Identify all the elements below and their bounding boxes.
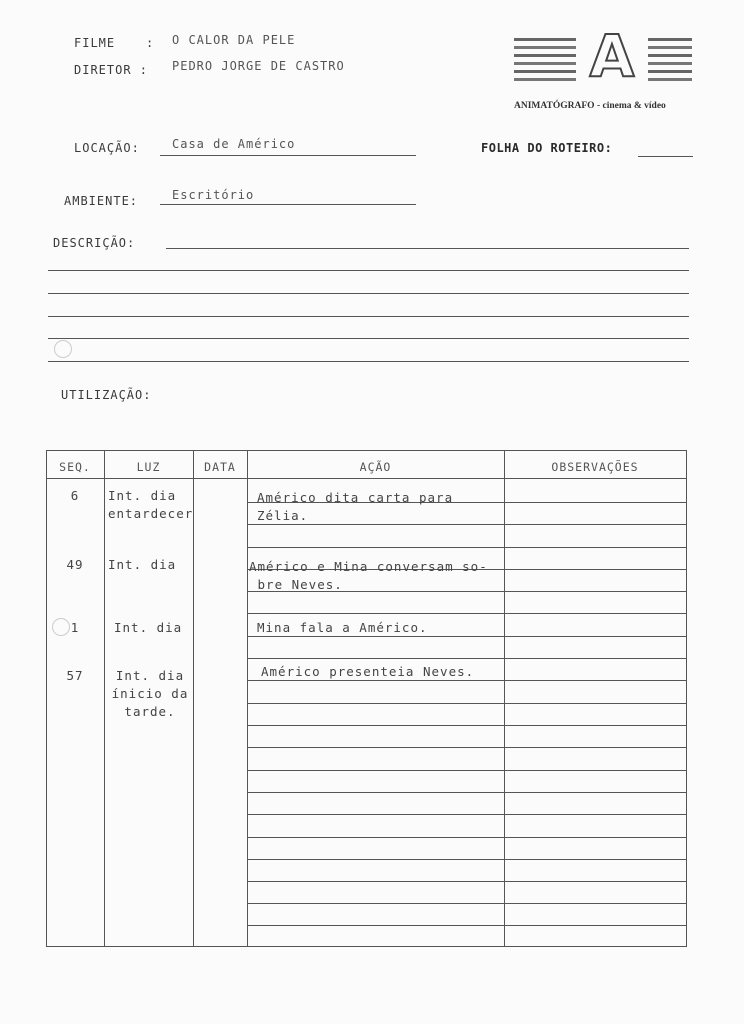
row-action: Américo dita carta para Zélia.: [257, 490, 454, 523]
column-divider: [193, 450, 194, 947]
row-seq: 6: [70, 488, 80, 503]
table-bottom-border: [46, 946, 687, 947]
ruled-line: [247, 770, 687, 771]
ruled-line: [247, 925, 687, 926]
row-action: Américo presenteia Neves.: [261, 664, 475, 679]
row-seq: 1: [70, 620, 80, 635]
ruled-line: [247, 703, 687, 704]
table-left-border: [46, 450, 47, 947]
ruled-line: [247, 881, 687, 882]
ruled-line: [247, 613, 687, 614]
film-title: O CALOR DA PELE: [172, 33, 296, 47]
director-label: DIRETOR :: [74, 63, 149, 77]
ruled-line: [247, 859, 687, 860]
location-label: LOCAÇÃO:: [74, 141, 140, 155]
ruled-line: [247, 725, 687, 726]
setting-underline: [160, 204, 416, 205]
script-sheet-label: FOLHA DO ROTEIRO:: [481, 141, 613, 155]
description-line: [48, 316, 689, 317]
logo-text: ANIMATÓGRAFO - cinema & vídeo: [514, 101, 666, 111]
animatografo-logo: [512, 22, 692, 94]
row-light: Int. dia ínicio da tarde.: [111, 668, 189, 719]
header-seq: SEQ.: [59, 460, 91, 474]
film-label: FILME: [74, 36, 116, 50]
punch-hole-mark: [54, 340, 72, 358]
punch-hole-mark: [52, 618, 70, 636]
description-label: DESCRIÇÃO:: [53, 236, 136, 250]
script-sheet-underline: [638, 156, 693, 157]
column-divider: [104, 450, 105, 947]
header-date: DATA: [204, 460, 236, 474]
ruled-line: [247, 837, 687, 838]
ruled-line: [247, 814, 687, 815]
ruled-line: [247, 792, 687, 793]
setting-label: AMBIENTE:: [64, 194, 139, 208]
description-line: [166, 248, 689, 249]
header-light: LUZ: [136, 460, 161, 474]
header-underline: [46, 478, 687, 479]
row-light: Int. dia: [108, 557, 177, 572]
description-line: [48, 270, 689, 271]
row-light: Int. dia: [114, 620, 183, 635]
description-line: [48, 338, 689, 339]
description-line: [48, 293, 689, 294]
row-action: Mina fala a Américo.: [257, 620, 428, 635]
header-action: AÇÃO: [359, 460, 392, 474]
row-seq: 49: [66, 557, 84, 572]
ruled-line: [247, 747, 687, 748]
row-action: Américo e Mina conversam so- bre Neves.: [249, 559, 488, 592]
ruled-line: [247, 658, 687, 659]
ruled-line: [247, 547, 687, 548]
table-top-border: [46, 450, 687, 451]
film-separator: :: [146, 36, 155, 50]
director-name: PEDRO JORGE DE CASTRO: [172, 59, 345, 73]
setting-value: Escritório: [172, 188, 255, 202]
row-light: Int. dia entardecer: [108, 488, 194, 521]
usage-label: UTILIZAÇÃO:: [61, 388, 152, 402]
location-value: Casa de Américo: [172, 137, 296, 151]
header-notes: OBSERVAÇÕES: [551, 460, 639, 474]
description-line: [48, 361, 689, 362]
ruled-line: [247, 903, 687, 904]
logo-letter-a-icon: A: [589, 22, 635, 90]
location-underline: [160, 155, 416, 156]
row-seq: 57: [66, 668, 84, 683]
